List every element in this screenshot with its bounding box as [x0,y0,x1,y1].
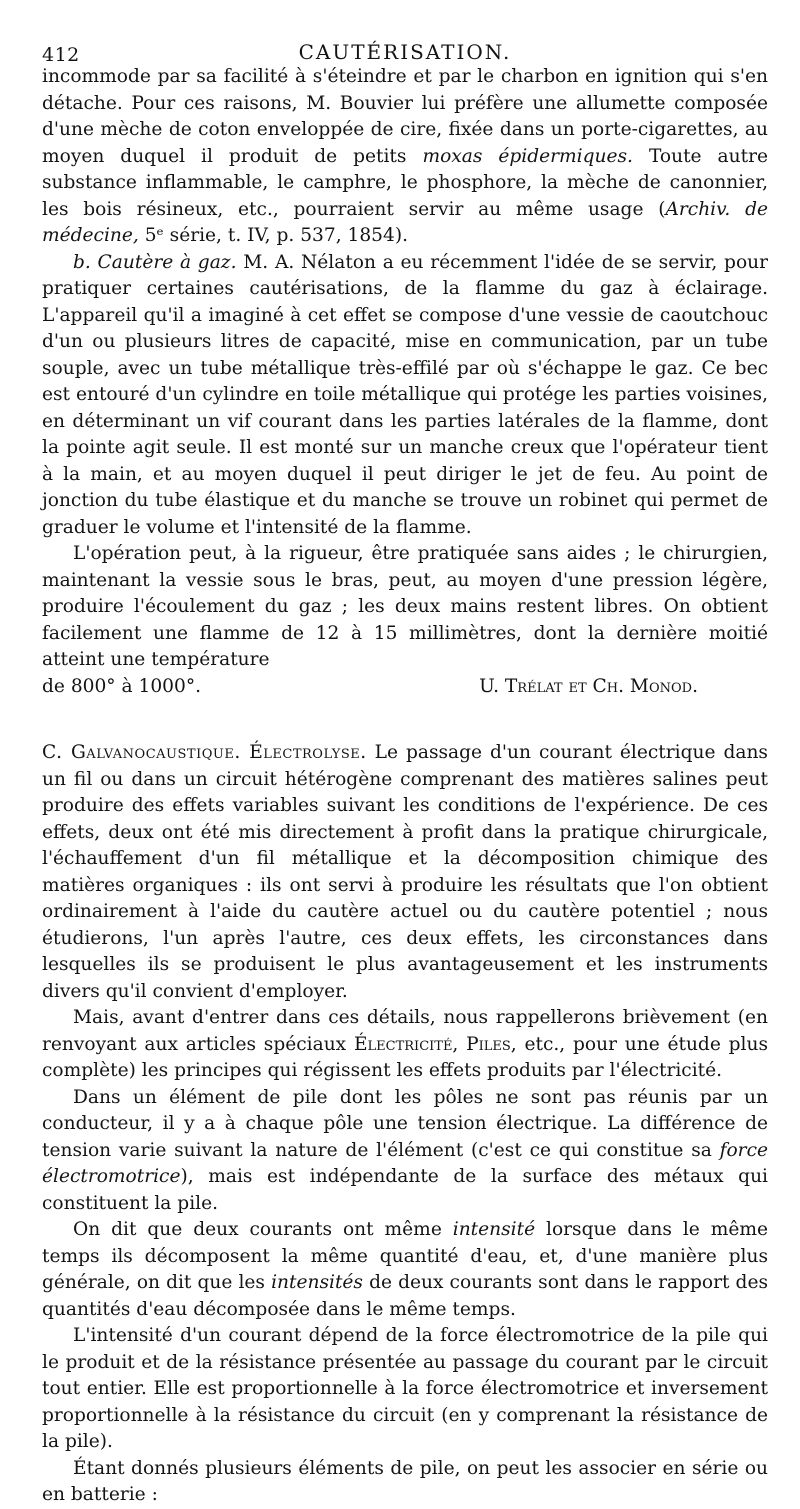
text-run: etc., pour une étude plus complète) les principes qui régissent les effets produits par l'électricité. [42,1033,768,1081]
text-run: incommode par sa facilité à s'éteindre et par le charbon en ignition qui s'en détache. Pour ces raisons, M. Bouvier lui préfère une allumette composée d'une mèche de coton enveloppée de cire, fixée dans un porte-cigarettes, au moyen duquel il produit de petits [42,66,768,167]
running-title: CAUTÉRISATION. [298,40,512,64]
italic-run: intensités [271,1272,363,1293]
paragraph-association [42,1456,768,1509]
subsection-label: b. Cautère à gaz. [73,251,237,273]
text-run: Le passage d'un courant électrique dans un fil ou dans un circuit hétérogène comprenant des matières salines peut produire des effets variables suivant les conditions de l'expérience. De ces effets, deux ont été mis directement à profit dans la pratique chirurgicale, l'échauffement d'un fil métallique et la décomposition chimique des matières organiques : ils ont servi à produire les résultats que l'on obtient ordinairement à l'aide du cautère actuel ou du cautère potentiel ; nous étudierons, l'un après l'autre, ces deux effets, les circonstances dans lesquelles ils se produisent le plus avantageusement et les instruments divers qu'il convient d'employer. [42,742,768,1002]
section-gap [42,700,768,740]
italic-run: force électromotrice [42,1139,768,1187]
body-text [42,64,768,1509]
text-run: On dit que deux courants ont même [73,1219,453,1240]
paragraph-galvanocaustique [42,740,768,1005]
text-run: L'opération peut, à la rigueur, être pratiquée sans aides ; le chirurgien, maintenant la vessie sous le bras, peut, au moyen d'une pression légère, produire l'écoulement du gaz ; les deux mains restent libres. On obtient facilement une flamme de 12 à 15 millimètres, dont la dernière moitié atteint une température [42,543,768,670]
cross-reference: Électricité, Piles, [353,1033,517,1055]
text-run: ), mais est indépendante de la surface des métaux qui constituent la pile. [42,1166,768,1214]
page-header [42,30,768,64]
paragraph-principes [42,1005,768,1085]
paragraph-intensite [42,1217,768,1323]
book-page [42,30,768,1509]
text-run: Étant donnés plusieurs éléments de pile, on peut les associer en série ou en batterie : [42,1457,768,1505]
signature-line [42,674,768,701]
section-heading: C. Galvanocaustique. Électrolyse. [42,742,367,763]
text-run: L'intensité d'un courant dépend de la force électromotrice de la pile qui le produit et de la résistance présentée au passage du courant par le circuit tout entier. Elle est proportionnelle à la force électromotrice et inversement proportionnelle à la résistance du circuit (en y comprenant la résistance de la pile). [42,1325,768,1452]
text-run: 5ᵉ série, t. IV, p. 537, 1854). [138,225,409,246]
text-run: M. A. Nélaton a eu récemment l'idée de se servir, pour pratiquer certaines cautérisations, de la flamme du gaz à éclairage. L'appareil qu'il a imaginé à cet effet se compose d'une vessie de caoutchouc d'un ou plusieurs litres de capacité, mise en communication, par un tube souple, avec un tube métallique très-effilé par où s'échappe le gaz. Ce bec est entouré d'un cylindre en toile métallique qui protége les parties voisines, en déterminant un vif courant dans les parties latérales de la flamme, dont la pointe agit seule. Il est monté sur un manche creux que l'opérateur tient à la main, et au moyen duquel il peut diriger le jet de feu. Au point de jonction du tube élastique et du manche se trouve un robinet qui permet de graduer le volume et l'intensité de la flamme. [42,251,768,538]
paragraph-allumette [42,64,768,250]
paragraph-operation [42,541,768,674]
author-signature: U. Trélat et Ch. Monod. [479,675,698,697]
text-run: lorsque dans le même temps ils décomposent la même quantité d'eau, et, d'une manière plus générale, on dit que les [42,1219,768,1293]
text-run: Toute autre substance inflammable, le camphre, le phosphore, la mèche de canonnier, les bois résineux, etc., pourraient servir au même usage ( [42,145,768,220]
italic-run: moxas épidermiques. [422,145,633,167]
paragraph-element-pile [42,1085,768,1218]
paragraph-resistance [42,1323,768,1456]
paragraph-cautere-gaz [42,250,768,542]
text-run: de 800° à 1000°. [42,675,202,697]
text-run: Mais, avant d'entrer dans ces détails, nous rappellerons brièvement (en renvoyant aux articles spéciaux [42,1007,768,1055]
page-number: 412 [42,44,80,66]
italic-run: Archiv. de médecine, [42,198,768,246]
text-run: Dans un élément de pile dont les pôles ne sont pas réunis par un conducteur, il y a à chaque pôle une tension électrique. La différence de tension varie suivant la nature de l'élément (c'est ce qui constitue sa [42,1086,768,1161]
italic-run: intensité [452,1219,536,1240]
text-run: de deux courants sont dans le rapport des quantités d'eau décomposée dans le même temps. [42,1272,768,1320]
